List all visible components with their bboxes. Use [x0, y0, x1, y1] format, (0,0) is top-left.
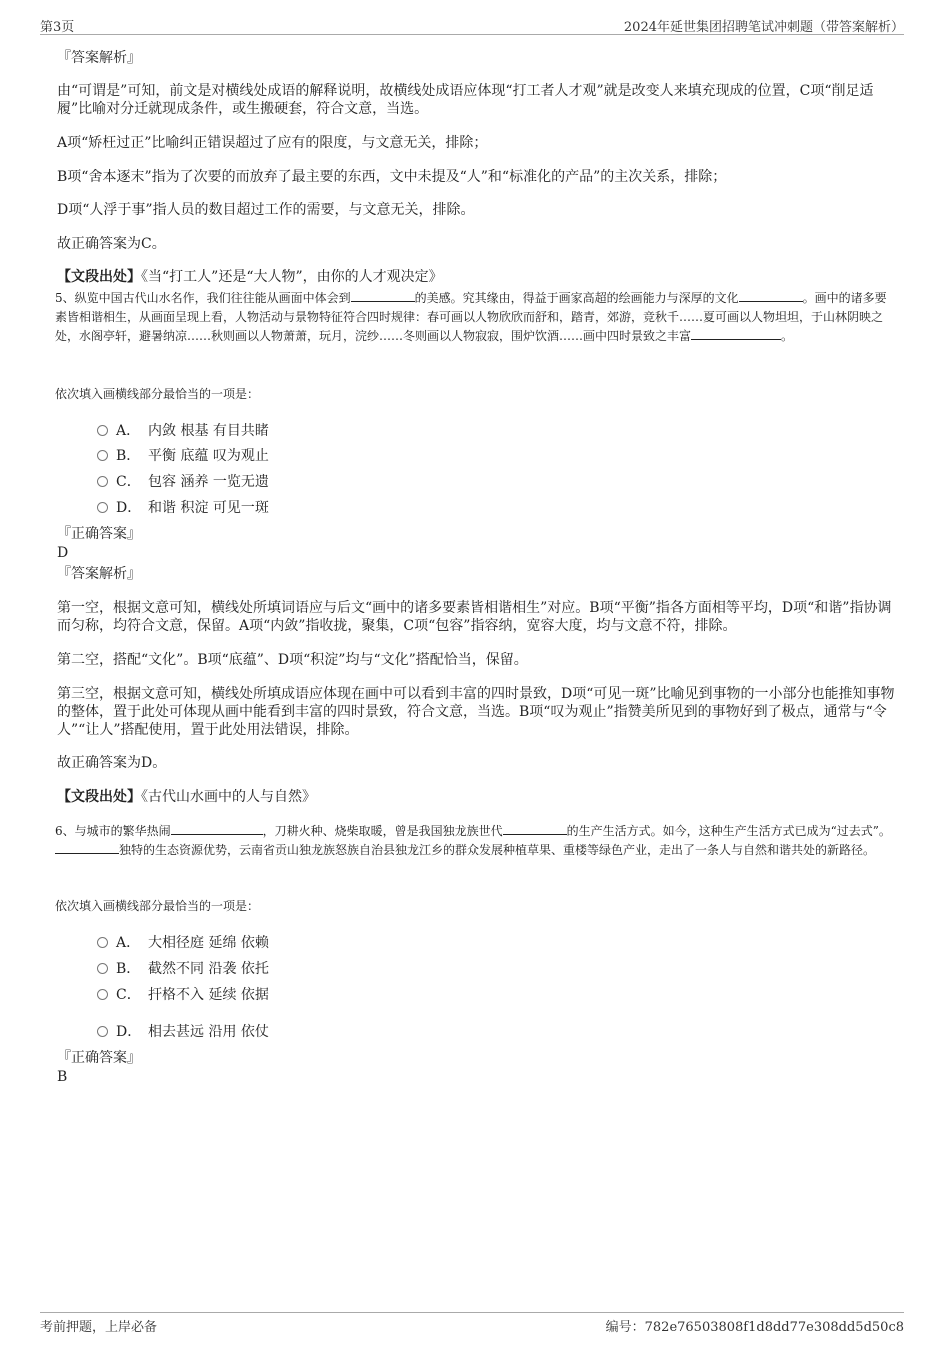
- fill-blank: [351, 289, 415, 302]
- source-title: 《古代山水画中的人与自然》: [141, 789, 316, 805]
- analysis-paragraph: 故正确答案为C。: [57, 236, 166, 252]
- option-letter: A．: [116, 935, 141, 951]
- analysis-paragraph: 第三空，根据文意可知，横线处所填成语应体现在画中可以看到丰富的四时景致，D项“可见一斑”比喻见到事物的一小部分也能推知事物的整体，置于此处可体现从画中能看到丰富的四时景致，符合文意，当选。B项“叹为观止”指赞美所见到的事物好到了极点，通常与“令人”“让人”搭配使用，置于此处用法错误，排除。: [57, 686, 895, 738]
- page-footer: [40, 1312, 904, 1335]
- stem-text: 。画中的诸多要素皆相谐相生，从画面呈现上看，人物活动与景物特征符合四时规律：春可画以人物欣欣而舒和，踏青，郊游，竞秋千……夏可画以人物坦坦，于山林阴映之处，水阁亭轩，避暑纳凉……秋则画以人物萧萧，玩月，浣纱……冬则画以人物寂寂，围炉饮酒……画中四时景致之丰富: [55, 291, 887, 343]
- option-c[interactable]: [97, 471, 269, 491]
- question-5-stem: [55, 289, 895, 346]
- option-letter: A．: [116, 423, 141, 439]
- stem-text: 。: [781, 329, 794, 343]
- analysis-paragraph: B项“舍本逐末”指为了次要的而放弃了最主要的东西，文中未提及“人”和“标准化的产品”的主次关系，排除；: [57, 169, 727, 185]
- fill-blank: [55, 841, 119, 854]
- question-lead: 依次填入画横线部分最恰当的一项是：: [55, 387, 260, 401]
- stem-text: 的美感。究其缘由，得益于画家高超的绘画能力与深厚的文化: [414, 291, 739, 305]
- option-a[interactable]: [97, 932, 269, 952]
- source-label: 【文段出处】: [57, 269, 141, 285]
- option-text: 相去甚远 沿用 依仗: [148, 1024, 269, 1040]
- fill-blank: [691, 327, 781, 340]
- analysis-label: 『答案解析』: [57, 566, 141, 582]
- stem-text: ，刀耕火种、烧柴取暖，曾是我国独龙族世代: [262, 824, 503, 838]
- option-letter: C．: [116, 987, 141, 1003]
- stem-text: 的生产生活方式。如今，这种生产生活方式已成为“过去式”。: [566, 824, 891, 838]
- footer-slogan: 考前押题，上岸必备: [40, 1320, 158, 1335]
- fill-blank: [503, 822, 567, 835]
- option-text: 包容 涵养 一览无遗: [148, 474, 269, 490]
- option-letter: B．: [116, 448, 141, 464]
- option-d[interactable]: [97, 497, 269, 517]
- option-text: 截然不同 沿袭 依托: [148, 961, 269, 977]
- correct-answer: D: [57, 545, 69, 561]
- page-header: [40, 0, 904, 35]
- option-b[interactable]: [97, 445, 269, 465]
- answer-label: 『正确答案』: [57, 526, 141, 542]
- option-text: 大相径庭 延绵 依赖: [148, 935, 269, 951]
- source-line: [57, 268, 897, 286]
- radio-icon[interactable]: [97, 502, 108, 513]
- page-number: 第3页: [40, 20, 75, 35]
- stem-text: 独特的生态资源优势，云南省贡山独龙族怒族自治县独龙江乡的群众发展种植草果、重楼等绿色产业，走出了一条人与自然和谐共处的新路径。: [119, 843, 876, 857]
- analysis-paragraph: 故正确答案为D。: [57, 755, 167, 771]
- source-line: [57, 788, 897, 806]
- correct-answer: B: [57, 1069, 68, 1085]
- option-text: 内敛 根基 有目共睹: [148, 423, 269, 439]
- answer-label: 『正确答案』: [57, 1050, 141, 1066]
- question-6-stem: [55, 822, 895, 860]
- option-text: 和谐 积淀 可见一斑: [148, 500, 269, 516]
- option-letter: D．: [116, 500, 142, 516]
- radio-icon[interactable]: [97, 476, 108, 487]
- analysis-paragraph: 第一空，根据文意可知，横线处所填词语应与后文“画中的诸多要素皆相谐相生”对应。B项“平衡”指各方面相等平均，D项“和谐”指协调而匀称，均符合文意，保留。A项“内敛”指收拢，聚集，C项“包容”指容纳，宽容大度，均与文意不符，排除。: [57, 600, 892, 634]
- option-letter: D．: [116, 1024, 142, 1040]
- analysis-paragraph: 由“可谓是”可知，前文是对横线处成语的解释说明，故横线处成语应体现“打工者人才观”就是改变人来填充现成的位置，C项“削足适履”比喻对分迁就现成条件，或生搬硬套，符合文意，当选。: [57, 83, 874, 117]
- question-lead: 依次填入画横线部分最恰当的一项是：: [55, 899, 260, 913]
- option-a[interactable]: [97, 420, 269, 440]
- radio-icon[interactable]: [97, 937, 108, 948]
- option-b[interactable]: [97, 958, 269, 978]
- document-code: 编号：782e76503808f1d8dd77e308dd5d50c8: [605, 1320, 904, 1335]
- stem-text: 6、与城市的繁华热闹: [55, 824, 171, 838]
- option-c[interactable]: [97, 984, 269, 1004]
- source-label: 【文段出处】: [57, 789, 141, 805]
- option-d[interactable]: [97, 1021, 269, 1041]
- radio-icon[interactable]: [97, 963, 108, 974]
- document-title: 2024年延世集团招聘笔试冲刺题（带答案解析）: [623, 20, 904, 35]
- analysis-paragraph: D项“人浮于事”指人员的数目超过工作的需要，与文意无关，排除。: [57, 202, 475, 218]
- analysis-label: 『答案解析』: [57, 50, 141, 66]
- option-letter: C．: [116, 474, 141, 490]
- option-text: 平衡 底蕴 叹为观止: [148, 448, 269, 464]
- source-title: 《当“打工人”还是“大人物”，由你的人才观决定》: [141, 269, 443, 285]
- option-letter: B．: [116, 961, 141, 977]
- option-text: 扞格不入 延续 依据: [148, 987, 269, 1003]
- stem-text: 5、纵览中国古代山水名作，我们往往能从画面中体会到: [55, 291, 351, 305]
- radio-icon[interactable]: [97, 450, 108, 461]
- radio-icon[interactable]: [97, 989, 108, 1000]
- analysis-paragraph: 第二空，搭配“文化”。B项“底蕴”、D项“积淀”均与“文化”搭配恰当，保留。: [57, 652, 528, 668]
- analysis-paragraph: A项“矫枉过正”比喻纠正错误超过了应有的限度，与文意无关，排除；: [57, 135, 488, 151]
- radio-icon[interactable]: [97, 1026, 108, 1037]
- fill-blank: [739, 289, 803, 302]
- radio-icon[interactable]: [97, 425, 108, 436]
- fill-blank: [171, 822, 263, 835]
